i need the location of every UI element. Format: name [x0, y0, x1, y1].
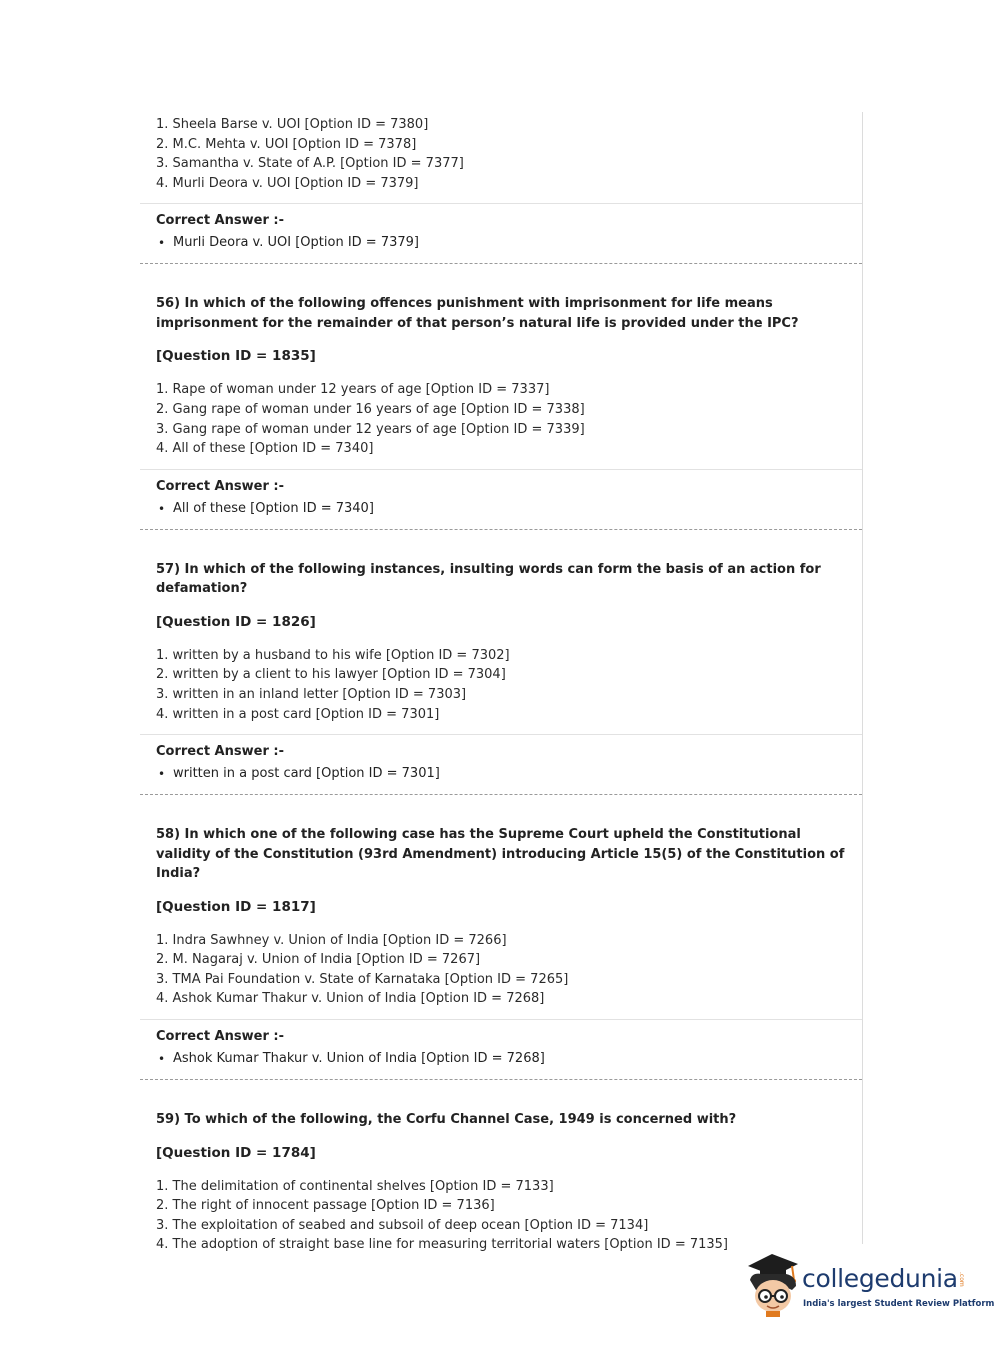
question-58: [140, 795, 862, 916]
option-item: 3. Samantha v. State of A.P. [Option ID = 7377]: [156, 156, 464, 172]
correct-answer-label: Correct Answer :-: [156, 1029, 284, 1044]
option-item: 4. The adoption of straight base line for measuring territorial waters [Option ID = 7135]: [156, 1237, 728, 1253]
option-item: 1. The delimitation of continental shelves [Option ID = 7133]: [156, 1178, 554, 1194]
correct-answer-item: [156, 1050, 846, 1068]
correct-answer-text: Murli Deora v. UOI [Option ID = 7379]: [173, 235, 419, 251]
option-item: 4. Murli Deora v. UOI [Option ID = 7379]: [156, 175, 419, 191]
bullet-icon: •: [158, 767, 166, 782]
option-item: 2. The right of innocent passage [Option ID = 7136]: [156, 1198, 495, 1214]
question-text: 57) In which of the following instances, insulting words can form the basis of an action for defamation?: [156, 561, 821, 597]
question-id: [Question ID = 1817]: [156, 898, 316, 915]
question-id: [Question ID = 1835]: [156, 348, 316, 365]
correct-answer-section: [140, 204, 862, 264]
logo-tagline: India's largest Student Review Platform: [803, 1299, 995, 1309]
collegedunia-logo: [742, 1250, 995, 1322]
correct-answer-label: Correct Answer :-: [156, 213, 284, 229]
question-56: [140, 264, 862, 365]
question-text: 59) To which of the following, the Corfu Channel Case, 1949 is concerned with?: [156, 1112, 737, 1127]
question-id: [Question ID = 1826]: [156, 613, 316, 630]
correct-answer-text: Ashok Kumar Thakur v. Union of India [Option ID = 7268]: [173, 1051, 545, 1066]
question-id: [Question ID = 1784]: [156, 1144, 316, 1161]
option-item: 1. Rape of woman under 12 years of age [Option ID = 7337]: [156, 382, 550, 398]
correct-answer-text: All of these [Option ID = 7340]: [173, 500, 374, 516]
correct-answer-item: [156, 234, 846, 252]
question-57: [140, 530, 862, 631]
correct-answer-text: written in a post card [Option ID = 7301]: [173, 766, 440, 782]
option-item: 1. Indra Sawhney v. Union of India [Option ID = 7266]: [156, 932, 507, 948]
options-list: [140, 377, 862, 469]
option-item: 4. All of these [Option ID = 7340]: [156, 441, 374, 457]
correct-answer-item: [156, 765, 846, 783]
option-item: 2. M.C. Mehta v. UOI [Option ID = 7378]: [156, 136, 417, 152]
option-item: 3. The exploitation of seabed and subsoil of deep ocean [Option ID = 7134]: [156, 1217, 649, 1233]
question-59: [140, 1080, 862, 1162]
option-item: 4. written in a post card [Option ID = 7301]: [156, 706, 440, 722]
correct-answer-section: [140, 470, 862, 530]
option-item: 3. TMA Pai Foundation v. State of Karnataka [Option ID = 7265]: [156, 971, 569, 987]
logo-suffix: .com: [958, 1272, 965, 1287]
options-list: [140, 1174, 862, 1255]
bullet-icon: •: [158, 501, 166, 516]
option-item: 1. Sheela Barse v. UOI [Option ID = 7380]: [156, 117, 429, 132]
option-item: 1. written by a husband to his wife [Option ID = 7302]: [156, 647, 510, 663]
option-item: 2. Gang rape of woman under 16 years of age [Option ID = 7338]: [156, 401, 585, 417]
bullet-icon: •: [158, 1052, 166, 1066]
correct-answer-label: Correct Answer :-: [156, 744, 284, 760]
option-item: 3. Gang rape of woman under 12 years of age [Option ID = 7339]: [156, 421, 585, 437]
correct-answer-item: [156, 500, 846, 518]
question-text: 56) In which of the following offences punishment with imprisonment for life means imprisonment for the remainder of that person’s natural life is provided under the IPC?: [156, 296, 799, 331]
options-list: [140, 112, 862, 204]
correct-answer-section: [140, 1020, 862, 1080]
option-item: 2. M. Nagaraj v. Union of India [Option ID = 7267]: [156, 952, 481, 968]
logo-wordmark: collegedunia: [802, 1264, 958, 1293]
options-list: [140, 643, 862, 735]
option-item: 2. written by a client to his lawyer [Option ID = 7304]: [156, 667, 506, 683]
option-item: 4. Ashok Kumar Thakur v. Union of India [Option ID = 7268]: [156, 991, 545, 1007]
graduate-mascot-icon: [742, 1250, 804, 1322]
correct-answer-label: Correct Answer :-: [156, 478, 284, 494]
bullet-icon: •: [158, 236, 166, 251]
correct-answer-section: [140, 735, 862, 795]
option-item: 3. written in an inland letter [Option ID = 7303]: [156, 686, 467, 702]
question-text: 58) In which one of the following case has the Supreme Court upheld the Constitutional validity of the Constitution (93rd Amendment) introducing Article 15(5) of the Constitution of India?: [156, 827, 845, 882]
question-paper: [140, 112, 863, 1253]
options-list: [140, 928, 862, 1020]
